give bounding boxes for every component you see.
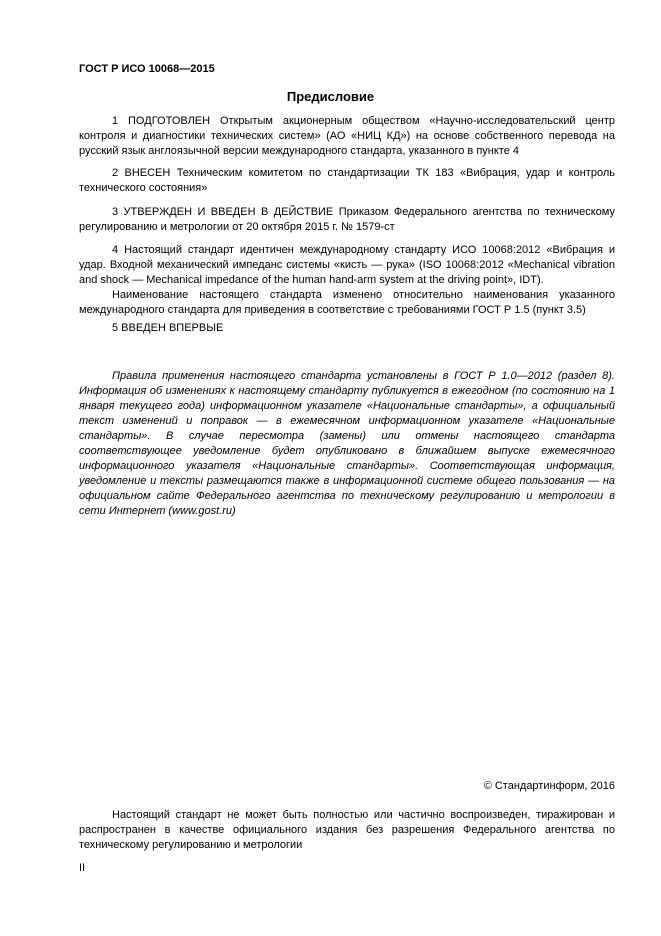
preface-item-5-text: 5 ВВЕДЕН ВПЕРВЫЕ bbox=[112, 322, 224, 334]
application-rules-notice bbox=[79, 369, 615, 519]
rights-text: Настоящий стандарт не может быть полностью или частично воспроизведен, тиражирован и распространен в качестве официального издания без разрешения Федерального агентства по техническому регулированию и метрологии bbox=[79, 809, 615, 851]
standard-code-header: ГОСТ Р ИСО 10068—2015 bbox=[79, 63, 215, 75]
copyright-notice: © Стандартинформ, 2016 bbox=[483, 780, 615, 792]
preface-item-5 bbox=[79, 321, 615, 336]
preface-title: Предисловие bbox=[286, 89, 375, 104]
page-number: II bbox=[79, 862, 86, 874]
reproduction-rights bbox=[79, 808, 615, 853]
preface-item-3 bbox=[79, 205, 615, 235]
preface-item-4-text: 4 Настоящий стандарт идентичен международному стандарту ИСО 10068:2012 «Вибрация и удар. Входной механический импеданс системы «кисть — рука» (ISO 10068:2012 «Mechanical vibration and shock — Mechanical impedance of the human hand-arm system at the driving point», IDT). bbox=[79, 244, 615, 286]
preface-item-1-text: 1 ПОДГОТОВЛЕН Открытым акционерным обществом «Научно-исследовательский центр контроля и диагностики технических систем» (АО «НИЦ КД») на основе собственного перевода на русский язык англоязычной версии международного стандарта, указанного в пункте 4 bbox=[79, 115, 615, 157]
preface-item-2-text: 2 ВНЕСЕН Техническим комитетом по стандартизации ТК 183 «Вибрация, удар и контроль технического состояния» bbox=[79, 167, 615, 194]
preface-item-4 bbox=[79, 243, 615, 318]
preface-item-1 bbox=[79, 114, 615, 159]
preface-item-3-text: 3 УТВЕРЖДЕН И ВВЕДЕН В ДЕЙСТВИЕ Приказом Федерального агентства по техническому регулированию и метрологии от 20 октября 2015 г. № 1579-ст bbox=[79, 206, 615, 233]
notice-text: Правила применения настоящего стандарта установлены в ГОСТ Р 1.0—2012 (раздел 8). Информация об изменениях к настоящему стандарту публикуется в ежегодном (по состоянию на 1 января текущего года) информационном указателе «Национальные стандарты», а официальный текст изменений и поправок — в ежемесячном информационном указателе «Национальные стандарты». В случае пересмотра (замены) или отмены настоящего стандарта соответствующее уведомление будет опубликовано в ближайшем выпуске ежемесячного информационного указателя «Национальные стандарты». Соответствующая информация, уведомление и тексты размещаются также в информационной системе общего пользования — на официальном сайте Федерального агентства по техническому регулированию и метрологии в сети Интернет (www.gost.ru) bbox=[79, 370, 615, 517]
preface-item-4-note: Наименование настоящего стандарта изменено относительно наименования указанного международного стандарта для приведения в соответствие с требованиями ГОСТ Р 1.5 (пункт 3.5) bbox=[79, 289, 615, 316]
preface-item-2 bbox=[79, 166, 615, 196]
